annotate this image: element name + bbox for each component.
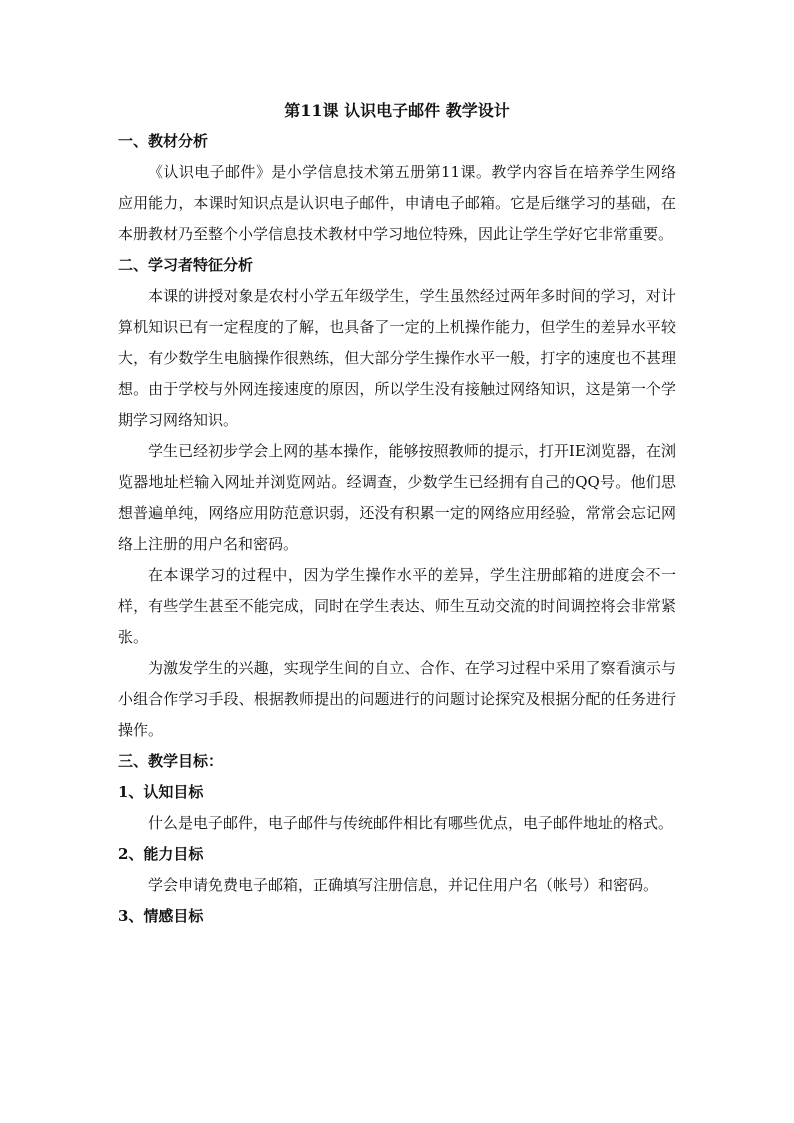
document-title: 第11课 认识电子邮件 教学设计 xyxy=(284,101,510,120)
subheading-emotion-goal: 3、情感目标 xyxy=(118,907,204,925)
subheading-ability-goal: 2、能力目标 xyxy=(118,845,204,863)
paragraph-textbook-analysis: 《认识电子邮件》是小学信息技术第五册第11课。教学内容旨在培养学生网络应用能力，本课时知识点是认识电子邮件，申请电子邮箱。它是后继学习的基础，在本册教材乃至整个小学信息技术教材中学习地位特殊，因此让学生学好它非常重要。 xyxy=(118,163,676,243)
section-heading-textbook-analysis: 一、教材分析 xyxy=(118,132,209,150)
paragraph-learner-3: 在本课学习的过程中，因为学生操作水平的差异，学生注册邮箱的进度会不一样，有些学生甚至不能完成，同时在学生表达、师生互动交流的时间调控将会非常紧张。 xyxy=(118,566,676,646)
paragraph-learner-1: 本课的讲授对象是农村小学五年级学生，学生虽然经过两年多时间的学习，对计算机知识已有一定程度的了解，也具备了一定的上机操作能力，但学生的差异水平较大，有少数学生电脑操作很熟练，但大部分学生操作水平一般，打字的速度也不甚理想。由于学校与外网连接速度的原因，所以学生没有接触过网络知识，这是第一个学期学习网络知识。 xyxy=(118,287,676,429)
paragraph-ability-goal: 学会申请免费电子邮箱，正确填写注册信息，并记住用户名（帐号）和密码。 xyxy=(148,876,659,894)
subheading-cognitive-goal: 1、认知目标 xyxy=(118,783,204,801)
paragraph-learner-4: 为激发学生的兴趣，实现学生间的自立、合作、在学习过程中采用了察看演示与小组合作学习手段、根据教师提出的问题进行的问题讨论探究及根据分配的任务进行操作。 xyxy=(118,659,676,739)
document-page xyxy=(118,96,676,932)
section-heading-teaching-goals: 三、教学目标： xyxy=(118,752,224,770)
section-heading-learner-analysis: 二、学习者特征分析 xyxy=(118,256,254,274)
paragraph-learner-2: 学生已经初步学会上网的基本操作，能够按照教师的提示，打开IE浏览器，在浏览器地址栏输入网址并浏览网站。经调查，少数学生已经拥有自己的QQ号。他们思想普遍单纯，网络应用防范意识弱，还没有积累一定的网络应用经验，常常会忘记网络上注册的用户名和密码。 xyxy=(118,442,676,553)
paragraph-cognitive-goal: 什么是电子邮件，电子邮件与传统邮件相比有哪些优点，电子邮件地址的格式。 xyxy=(148,814,674,832)
